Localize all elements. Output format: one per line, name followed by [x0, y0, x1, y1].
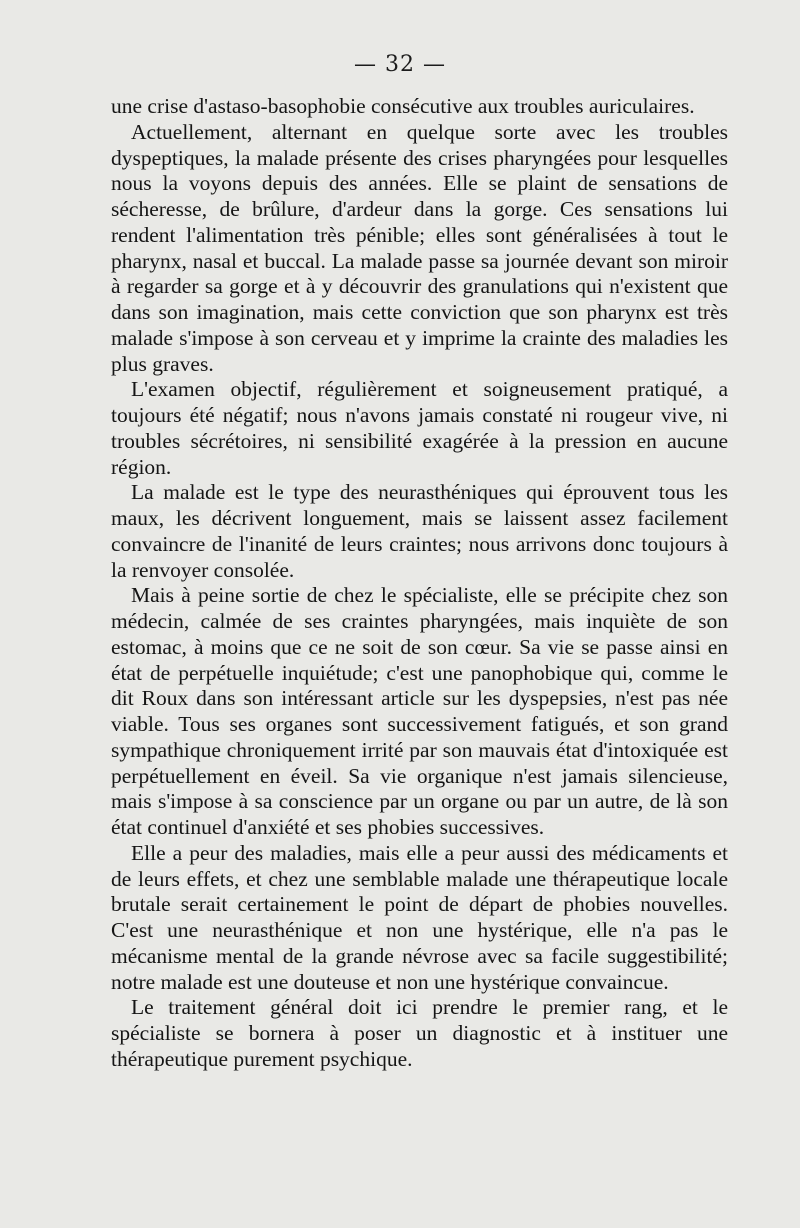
paragraph-7: Le traitement général doit ici prendre le premier rang, et le spécialiste se bornera à poser un diagnostic et à instituer une thérapeutique purement psychique. — [111, 995, 728, 1071]
paragraph-1: une crise d'astaso-basophobie consécutive aux troubles auriculaires. — [111, 94, 695, 118]
body-text — [111, 94, 728, 1073]
paragraph-6: Elle a peur des maladies, mais elle a peur aussi des médicaments et de leurs effets, et chez une semblable malade une thérapeutique locale brutale serait certainement le point de départ de phobies nouvelles. C'est une neurasthénique et non une hystérique, elle n'a pas le mécanisme mental de la grande névrose avec sa facile suggestibilité; notre malade est une douteuse et non une hystérique convaincue. — [111, 840, 728, 994]
paragraph-4: La malade est le type des neurasthéniques qui éprouvent tous les maux, les décrivent longuement, mais se laissent assez facilement convaincre de l'inanité de leurs craintes; nous arrivons donc toujours à la renvoyer consolée. — [111, 480, 728, 582]
page-number: — 32 — — [354, 52, 446, 77]
paragraph-5: Mais à peine sortie de chez le spécialiste, elle se précipite chez son médecin, calmée de ses craintes pharyngées, mais inquiète de son estomac, à moins que ce ne soit de son cœur. Sa vie se passe ainsi en état de perpétuelle inquiétude; c'est une panophobique qui, comme le dit Roux dans son intéressant article sur les dyspepsies, n'est pas née viable. Tous ses organes sont successivement fatigués, et son grand sympathique chroniquement irrité par son mauvais état d'intoxiquée est perpétuellement en éveil. Sa vie organique n'est jamais silencieuse, mais s'impose à sa conscience par un organe ou par un autre, de là son état continuel d'anxiété et ses phobies successives. — [111, 583, 728, 839]
paragraph-3: L'examen objectif, régulièrement et soigneusement pratiqué, a toujours été négatif; nous n'avons jamais constaté ni rougeur vive, ni troubles sécrétoires, ni sensibilité exagérée à la pression en aucune région. — [111, 377, 728, 479]
paragraph-2: Actuellement, alternant en quelque sorte avec les troubles dyspeptiques, la malade présente des crises pharyngées pour lesquelles nous la voyons depuis des années. Elle se plaint de sensations de sécheresse, de brûlure, d'ardeur dans la gorge. Ces sensations lui rendent l'alimentation très pénible; elles sont généralisées à tout le pharynx, nasal et buccal. La malade passe sa journée devant son miroir à regarder sa gorge et à y découvrir des granulations qui n'existent que dans son imagination, mais cette conviction que son pharynx est très malade s'impose à son cerveau et y imprime la crainte des maladies les plus graves. — [111, 119, 728, 376]
